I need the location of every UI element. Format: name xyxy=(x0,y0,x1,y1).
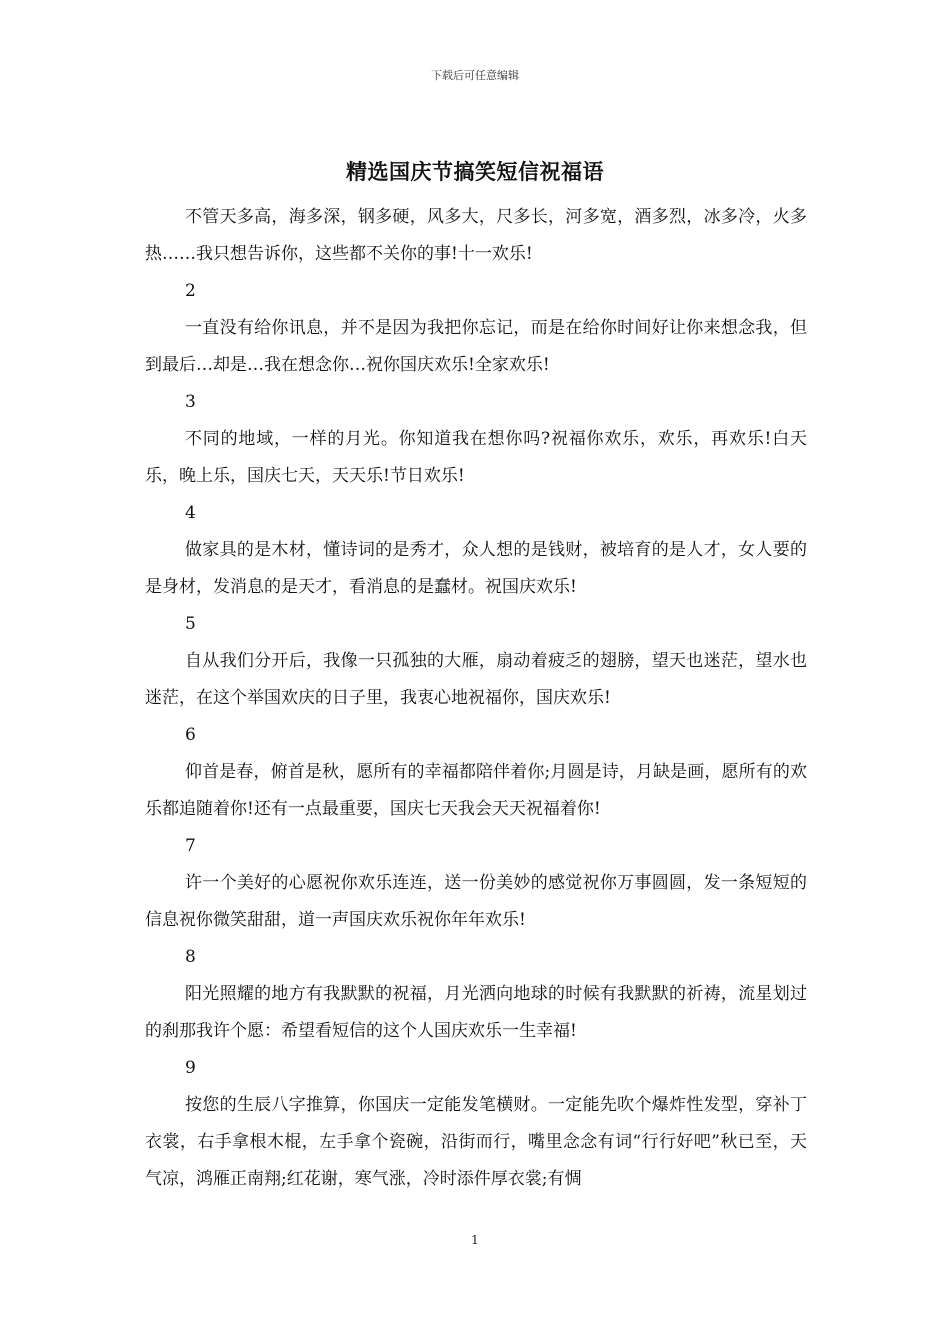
entry-text-3: 不同的地域，一样的月光。你知道我在想你吗?祝福你欢乐，欢乐，再欢乐!白天乐，晚上乐，国庆七天，天天乐!节日欢乐! xyxy=(145,429,807,486)
entry-number-3: 3 xyxy=(185,392,196,412)
entry-text-1: 不管天多高，海多深，钢多硬，风多大，尺多长，河多宽，酒多烈，冰多冷，火多热……我只想告诉你，这些都不关你的事!十一欢乐! xyxy=(145,207,807,264)
entry-text-7: 许一个美好的心愿祝你欢乐连连，送一份美妙的感觉祝你万事圆圆，发一条短短的信息祝你微笑甜甜，道一声国庆欢乐祝你年年欢乐! xyxy=(145,873,807,930)
entry-number-9: 9 xyxy=(185,1058,196,1078)
entry-number-8: 8 xyxy=(185,947,196,967)
entry-number-6: 6 xyxy=(185,725,196,745)
entry-text-6: 仰首是春，俯首是秋，愿所有的幸福都陪伴着你;月圆是诗，月缺是画，愿所有的欢乐都追随着你!还有一点最重要，国庆七天我会天天祝福着你! xyxy=(145,762,807,819)
document-title: 精选国庆节搞笑短信祝福语 xyxy=(346,159,604,184)
entry-number-7: 7 xyxy=(185,836,196,856)
entry-text-2: 一直没有给你讯息，并不是因为我把你忘记，而是在给你时间好让你来想念我，但到最后…却是…我在想念你…祝你国庆欢乐!全家欢乐! xyxy=(145,318,807,375)
entry-text-5: 自从我们分开后，我像一只孤独的大雁，扇动着疲乏的翅膀，望天也迷茫，望水也迷茫，在这个举国欢庆的日子里，我衷心地祝福你，国庆欢乐! xyxy=(145,651,807,708)
document-body xyxy=(145,199,807,1198)
page-header: 下载后可任意编辑 xyxy=(431,69,519,82)
entry-number-2: 2 xyxy=(185,281,196,301)
entry-text-9: 按您的生辰八字推算，你国庆一定能发笔横财。一定能先吹个爆炸性发型，穿补丁衣裳，右手拿根木棍，左手拿个瓷碗，沿街而行，嘴里念念有词“行行好吧”秋已至，天气凉，鸿雁正南翔;红花谢，寒气涨，冷时添件厚衣裳;有惆 xyxy=(145,1095,807,1189)
entry-text-8: 阳光照耀的地方有我默默的祝福，月光洒向地球的时候有我默默的祈祷，流星划过的刹那我许个愿：希望看短信的这个人国庆欢乐一生幸福! xyxy=(145,984,807,1041)
entry-number-5: 5 xyxy=(185,614,196,634)
entry-text-4: 做家具的是木材，懂诗词的是秀才，众人想的是钱财，被培育的是人才，女人要的是身材，发消息的是天才，看消息的是蠢材。祝国庆欢乐! xyxy=(145,540,807,597)
page-number: 1 xyxy=(471,1233,479,1247)
entry-number-4: 4 xyxy=(185,503,196,523)
